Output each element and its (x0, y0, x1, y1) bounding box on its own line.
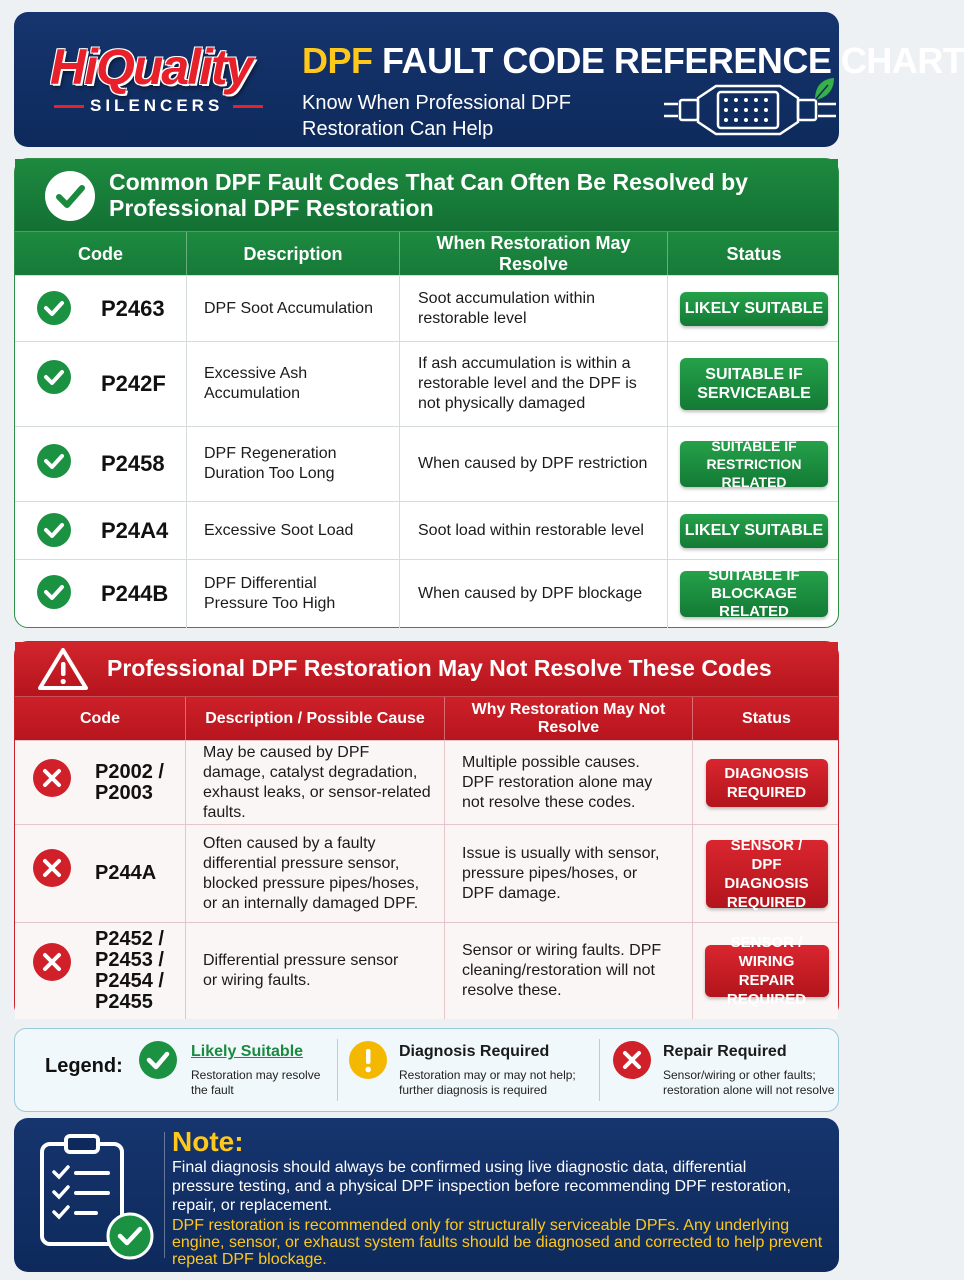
not-resolvable-title-band (15, 642, 838, 696)
legend-label: Legend: (45, 1055, 123, 1077)
resolvable-codes-section (14, 158, 839, 628)
fault-code: P24A4 (101, 517, 169, 543)
check-circle-icon (37, 291, 71, 325)
status-badge: SUITABLE IF BLOCKAGE RELATED (680, 571, 828, 617)
x-circle-icon (33, 849, 71, 887)
status-badge: LIKELY SUITABLE (680, 514, 828, 548)
col-description: Description / Possible Cause (186, 697, 445, 741)
resolvable-title-band (15, 159, 838, 231)
legend-item-title: Repair Required (663, 1043, 787, 1060)
exclamation-circle-icon (349, 1041, 387, 1079)
fault-description: DPF Differential Pressure Too High (187, 560, 400, 628)
check-circle-icon (37, 513, 71, 547)
fault-description: Excessive Soot Load (187, 502, 400, 559)
fault-description: Often caused by a faulty differential pressure sensor, blocked pressure pipes/hoses, or an internally damaged DPF. (186, 825, 445, 922)
check-circle-icon (37, 444, 71, 478)
check-circle-icon (45, 171, 95, 221)
fault-code: P244B (101, 581, 169, 606)
note-divider (164, 1132, 165, 1258)
note-text: Final diagnosis should always be confirmed using live diagnostic data, differential pressure testing, and a physical DPF inspection before recommending DPF restoration, repair, or replacement. (172, 1159, 791, 1214)
status-badge: LIKELY SUITABLE (680, 292, 828, 326)
fault-description: Excessive Ash Accumulation (187, 342, 400, 426)
table-row (15, 559, 838, 628)
resolvable-table-header (15, 231, 838, 275)
restoration-condition: If ash accumulation is within a restorable level and the DPF is not physically damaged (400, 342, 668, 426)
resolvable-title: Common DPF Fault Codes That Can Often Be Resolved by Professional DPF Restoration (109, 169, 748, 221)
col-why: Why Restoration May Not Resolve (445, 697, 693, 741)
not-resolvable-table-header (15, 696, 838, 740)
table-row (15, 740, 838, 824)
restoration-condition: Soot load within restorable level (400, 502, 668, 559)
title-accent: DPF (302, 40, 373, 81)
col-status: Status (726, 243, 782, 264)
title-rest: FAULT CODE REFERENCE CHART (382, 40, 964, 81)
status-badge: SUITABLE IF SERVICEABLE (680, 358, 828, 410)
status-badge: SENSOR / DPF DIAGNOSIS REQUIRED (706, 840, 828, 908)
fault-code: P2002 / P2003 (95, 760, 164, 804)
not-resolvable-codes-section (14, 641, 839, 1019)
fault-description: DPF Regeneration Duration Too Long (187, 427, 400, 501)
check-circle-icon (37, 360, 71, 394)
table-row (15, 275, 838, 341)
brand-logo (50, 38, 290, 128)
x-circle-icon (613, 1041, 651, 1079)
restoration-condition: When caused by DPF blockage (400, 560, 668, 628)
fault-code: P2458 (101, 451, 165, 476)
col-code: Code (15, 232, 187, 276)
fault-description: Differential pressure sensor or wiring faults. (186, 923, 445, 1019)
status-badge: DIAGNOSIS REQUIRED (706, 759, 828, 807)
legend-item-title: Diagnosis Required (399, 1043, 550, 1060)
legend-divider (337, 1039, 338, 1101)
restoration-condition: Soot accumulation within restorable level (400, 276, 668, 341)
table-row (15, 501, 838, 559)
restoration-condition: When caused by DPF restriction (400, 427, 668, 501)
header-banner (14, 12, 964, 147)
status-badge: SUITABLE IF RESTRICTION RELATED (680, 441, 828, 487)
table-row (15, 426, 838, 501)
note-panel (14, 1118, 839, 1272)
fault-code: P244A (95, 862, 157, 884)
col-description: Description (187, 232, 400, 276)
legend-item-desc: Restoration may resolve the fault (191, 1068, 321, 1097)
fault-description: DPF Soot Accumulation (187, 276, 400, 341)
col-code: Code (15, 697, 186, 741)
check-circle-icon (37, 575, 71, 609)
legend-item-desc: Restoration may or may not help; further diagnosis is required (399, 1068, 576, 1097)
leaf-icon (812, 76, 836, 102)
legend (14, 1028, 839, 1112)
fault-code: P2463 (101, 295, 165, 321)
fault-code: P2452 / P2453 / P2454 / P2455 (95, 928, 164, 1013)
legend-item-desc: Sensor/wiring or other faults; restoration alone will not resolve (663, 1068, 835, 1097)
restoration-reason: Sensor or wiring faults. DPF cleaning/restoration will not resolve these. (445, 923, 693, 1019)
brand-name: HiQuality (50, 39, 252, 95)
note-highlight: DPF restoration is recommended only for structurally serviceable DPFs. Any underlying engine, sensor, or exhaust system faults should be diagnosed and corrected to help prevent repeat DPF blockage. (172, 1217, 823, 1268)
table-row (15, 824, 838, 922)
status-badge: SENSOR / WIRING REPAIR REQUIRED (705, 945, 829, 997)
fault-description: May be caused by DPF damage, catalyst degradation, exhaust leaks, or sensor-related faults. (186, 741, 445, 824)
legend-item-title: Likely Suitable (191, 1043, 304, 1060)
restoration-reason: Issue is usually with sensor, pressure pipes/hoses, or DPF damage. (445, 825, 693, 922)
note-title: Note: (172, 1126, 244, 1157)
col-status: Status (742, 710, 791, 727)
legend-divider (599, 1039, 600, 1101)
table-row (15, 341, 838, 426)
warning-triangle-icon (37, 646, 89, 692)
brand-sub: SILENCERS (90, 96, 224, 115)
table-row (15, 922, 838, 1019)
x-circle-icon (33, 943, 71, 981)
page-title (302, 40, 964, 82)
restoration-reason: Multiple possible causes. DPF restoration alone may not resolve these codes. (445, 741, 693, 824)
fault-code: P242F (101, 371, 166, 396)
x-circle-icon (33, 759, 71, 797)
col-when: When Restoration May Resolve (400, 232, 668, 276)
not-resolvable-title: Professional DPF Restoration May Not Resolve These Codes (107, 655, 772, 681)
page-subtitle: Know When Professional DPF Restoration Can Help (302, 92, 572, 140)
clipboard-checklist-icon (38, 1132, 158, 1260)
check-circle-icon (139, 1041, 177, 1079)
